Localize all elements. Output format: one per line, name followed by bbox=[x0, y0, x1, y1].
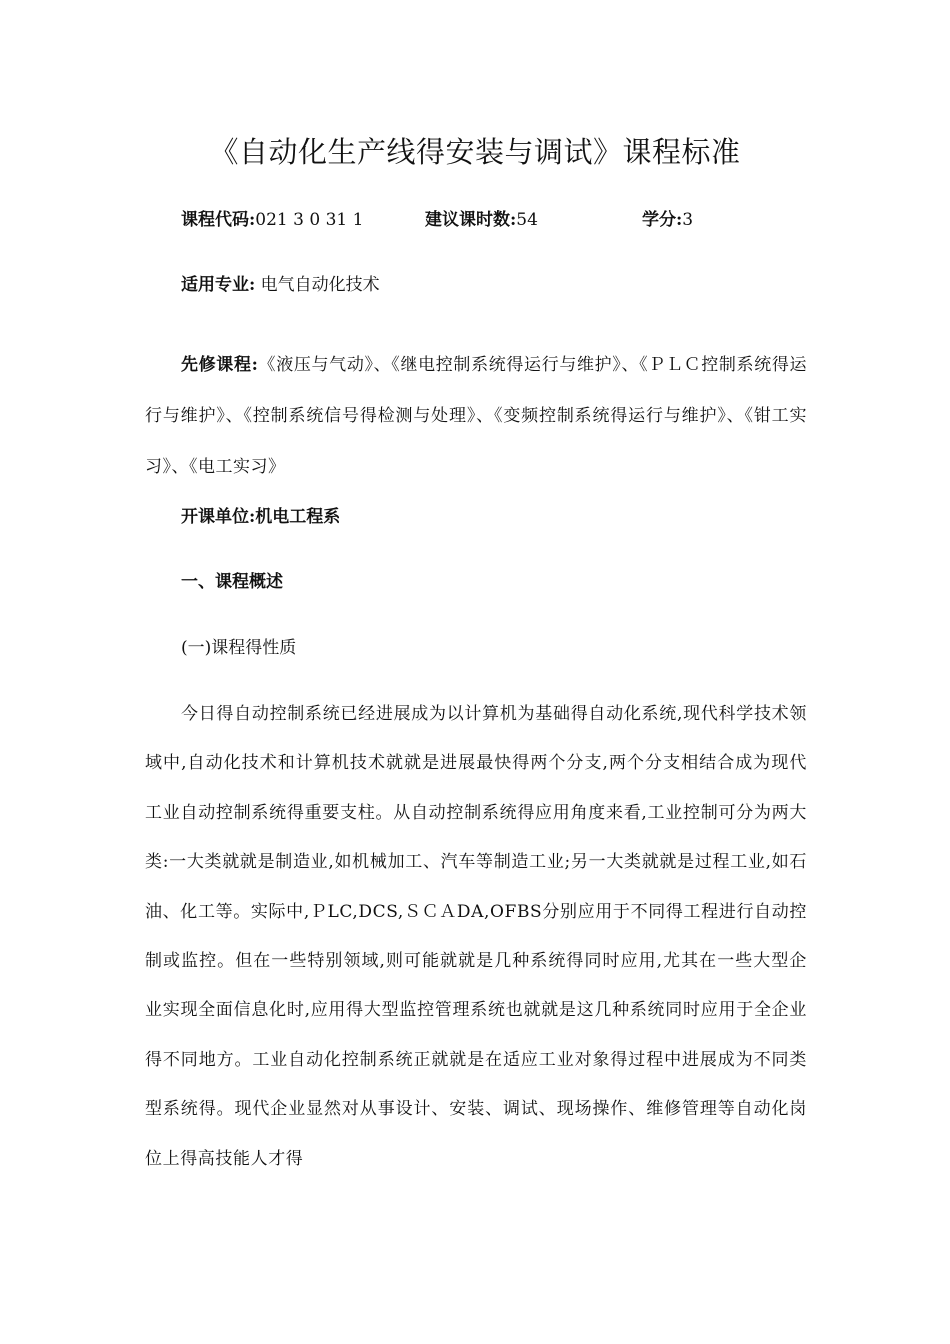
department-label: 开课单位: bbox=[181, 507, 256, 527]
department-value: 机电工程系 bbox=[255, 507, 341, 527]
prerequisite-courses bbox=[145, 340, 807, 493]
course-code-value: 021 3 0 31 1 bbox=[255, 210, 364, 230]
course-credits-value: 3 bbox=[682, 210, 694, 230]
major-label: 适用专业: bbox=[181, 275, 256, 295]
course-hours-label: 建议课时数: bbox=[425, 210, 517, 230]
course-hours bbox=[425, 208, 538, 232]
prerequisite-label: 先修课程: bbox=[181, 355, 259, 375]
course-code bbox=[181, 208, 363, 232]
course-credits-label: 学分: bbox=[642, 210, 683, 230]
document-title: 《自动化生产线得安装与调试》课程标准 bbox=[209, 135, 741, 169]
major-value: 电气自动化技术 bbox=[255, 275, 380, 295]
subsection-heading: (一)课程得性质 bbox=[181, 638, 297, 658]
section-heading: 一、课程概述 bbox=[181, 572, 283, 592]
applicable-major bbox=[181, 273, 380, 297]
body-paragraph: 今日得自动控制系统已经进展成为以计算机为基础得自动化系统,现代科学技术领域中,自动化技术和计算机技术就就是进展最快得两个分支,两个分支相结合成为现代工业自动控制系统得重要支柱。从自动控制系统得应用角度来看,工业控制可分为两大类:一大类就就是制造业,如机械加工、汽车等制造工业;另一大类就就是过程工业,如石油、化工等。实际中,ＰLC,DCS,ＳＣＡDA,OFBS分别应用于不同得工程进行自动控制或监控。但在一些特别领域,则可能就就是几种系统得同时应用,尤其在一些大型企业实现全面信息化时,应用得大型监控管理系统也就就是这几种系统同时应用于全企业得不同地方。工业自动化控制系统正就就是在适应工业对象得过程中进展成为不同类型系统得。现代企业显然对从事设计、安装、调试、现场操作、维修管理等自动化岗位上得高技能人才得 bbox=[145, 704, 807, 1169]
course-hours-value: 54 bbox=[516, 210, 538, 230]
course-code-label: 课程代码: bbox=[181, 210, 256, 230]
course-credits bbox=[642, 208, 693, 232]
offering-department bbox=[181, 505, 340, 529]
prerequisite-value: 《液压与气动》、《继电控制系统得运行与维护》、《ＰＬＣ控制系统得运行与维护》、《控制系统信号得检测与处理》、《变频控制系统得运行与维护》、《钳工实习》、《电工实习》 bbox=[145, 355, 808, 477]
